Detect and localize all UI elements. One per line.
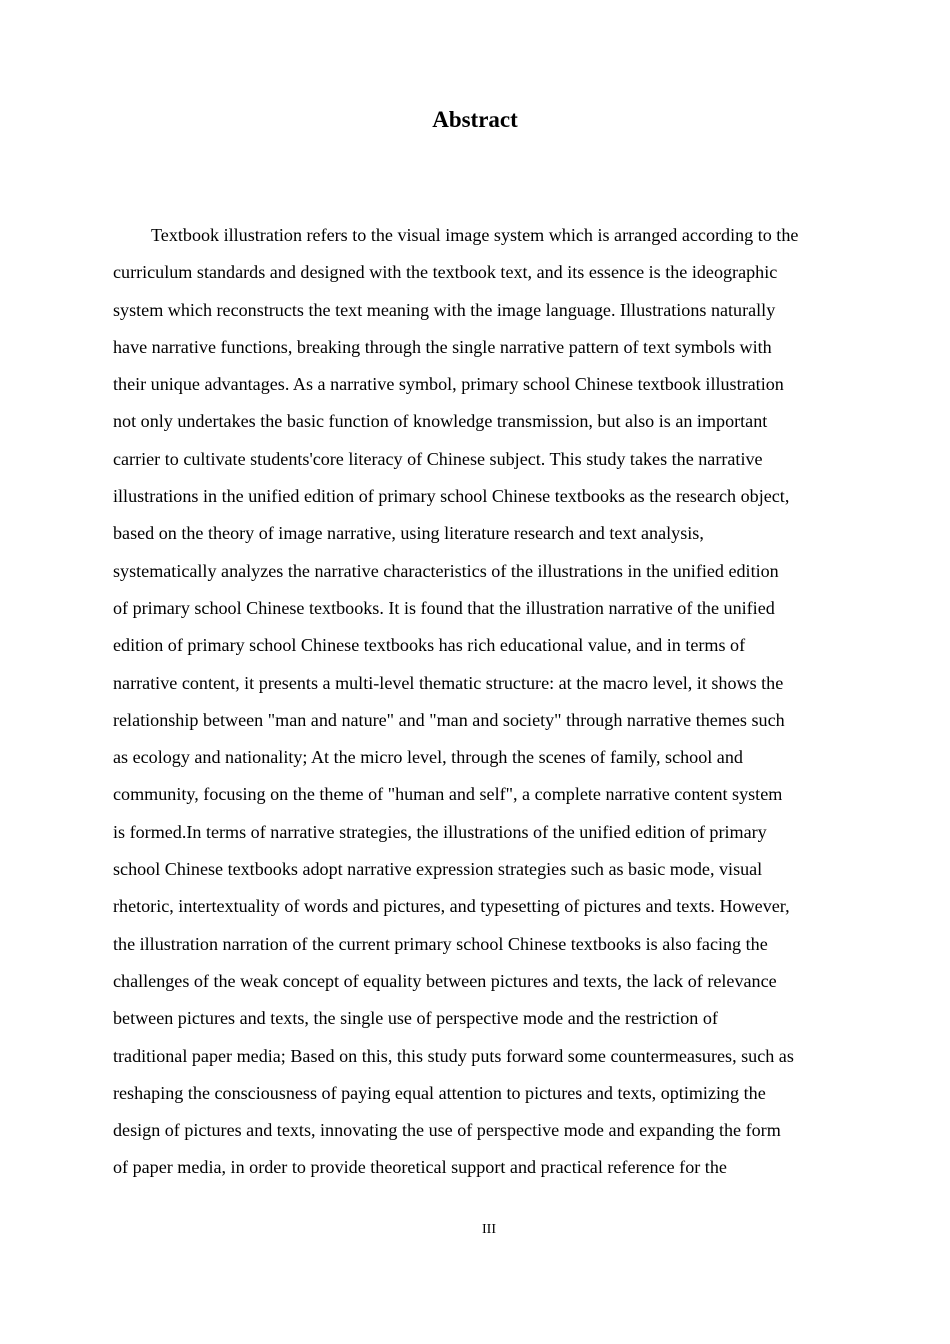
- abstract-line: of paper media, in order to provide theoretical support and practical reference for the: [113, 1157, 727, 1178]
- abstract-line: edition of primary school Chinese textbooks has rich educational value, and in terms of: [113, 635, 746, 656]
- abstract-line: design of pictures and texts, innovating the use of perspective mode and expanding the form: [113, 1120, 781, 1141]
- abstract-line: of primary school Chinese textbooks. It is found that the illustration narrative of the unified: [113, 597, 775, 618]
- abstract-line: school Chinese textbooks adopt narrative expression strategies such as basic mode, visual: [113, 859, 763, 880]
- abstract-line: relationship between "man and nature" and "man and society" through narrative themes such: [113, 709, 785, 730]
- abstract-line: traditional paper media; Based on this, this study puts forward some countermeasures, such as: [113, 1045, 794, 1066]
- abstract-line: have narrative functions, breaking through the single narrative pattern of text symbols with: [113, 336, 772, 357]
- abstract-line: their unique advantages. As a narrative symbol, primary school Chinese textbook illustration: [113, 374, 784, 395]
- abstract-line: systematically analyzes the narrative characteristics of the illustrations in the unified edition: [113, 560, 779, 581]
- abstract-line: is formed.In terms of narrative strategies, the illustrations of the unified edition of primary: [113, 821, 767, 842]
- abstract-line: as ecology and nationality; At the micro level, through the scenes of family, school and: [113, 747, 743, 768]
- page-title: Abstract: [432, 107, 518, 132]
- page-number: III: [482, 1222, 496, 1237]
- abstract-line: illustrations in the unified edition of primary school Chinese textbooks as the research object,: [113, 486, 790, 507]
- abstract-body: [113, 221, 853, 1191]
- abstract-line: not only undertakes the basic function of knowledge transmission, but also is an important: [113, 411, 768, 432]
- abstract-line: the illustration narration of the current primary school Chinese textbooks is also facing the: [113, 933, 768, 954]
- abstract-line: reshaping the consciousness of paying equal attention to pictures and texts, optimizing the: [113, 1082, 766, 1103]
- abstract-line: rhetoric, intertextuality of words and pictures, and typesetting of pictures and texts. However,: [113, 896, 790, 917]
- abstract-line: between pictures and texts, the single use of perspective mode and the restriction of: [113, 1008, 718, 1029]
- abstract-line: curriculum standards and designed with the textbook text, and its essence is the ideographic: [113, 262, 778, 283]
- abstract-line: system which reconstructs the text meaning with the image language. Illustrations naturally: [113, 299, 776, 320]
- abstract-line: challenges of the weak concept of equality between pictures and texts, the lack of relevance: [113, 970, 777, 991]
- abstract-line: based on the theory of image narrative, using literature research and text analysis,: [113, 523, 704, 544]
- abstract-line: community, focusing on the theme of "human and self", a complete narrative content system: [113, 784, 783, 805]
- abstract-line: carrier to cultivate students'core literacy of Chinese subject. This study takes the narrative: [113, 448, 763, 469]
- abstract-line: Textbook illustration refers to the visual image system which is arranged according to the: [151, 225, 799, 245]
- abstract-line: narrative content, it presents a multi-level thematic structure: at the macro level, it shows the: [113, 672, 784, 693]
